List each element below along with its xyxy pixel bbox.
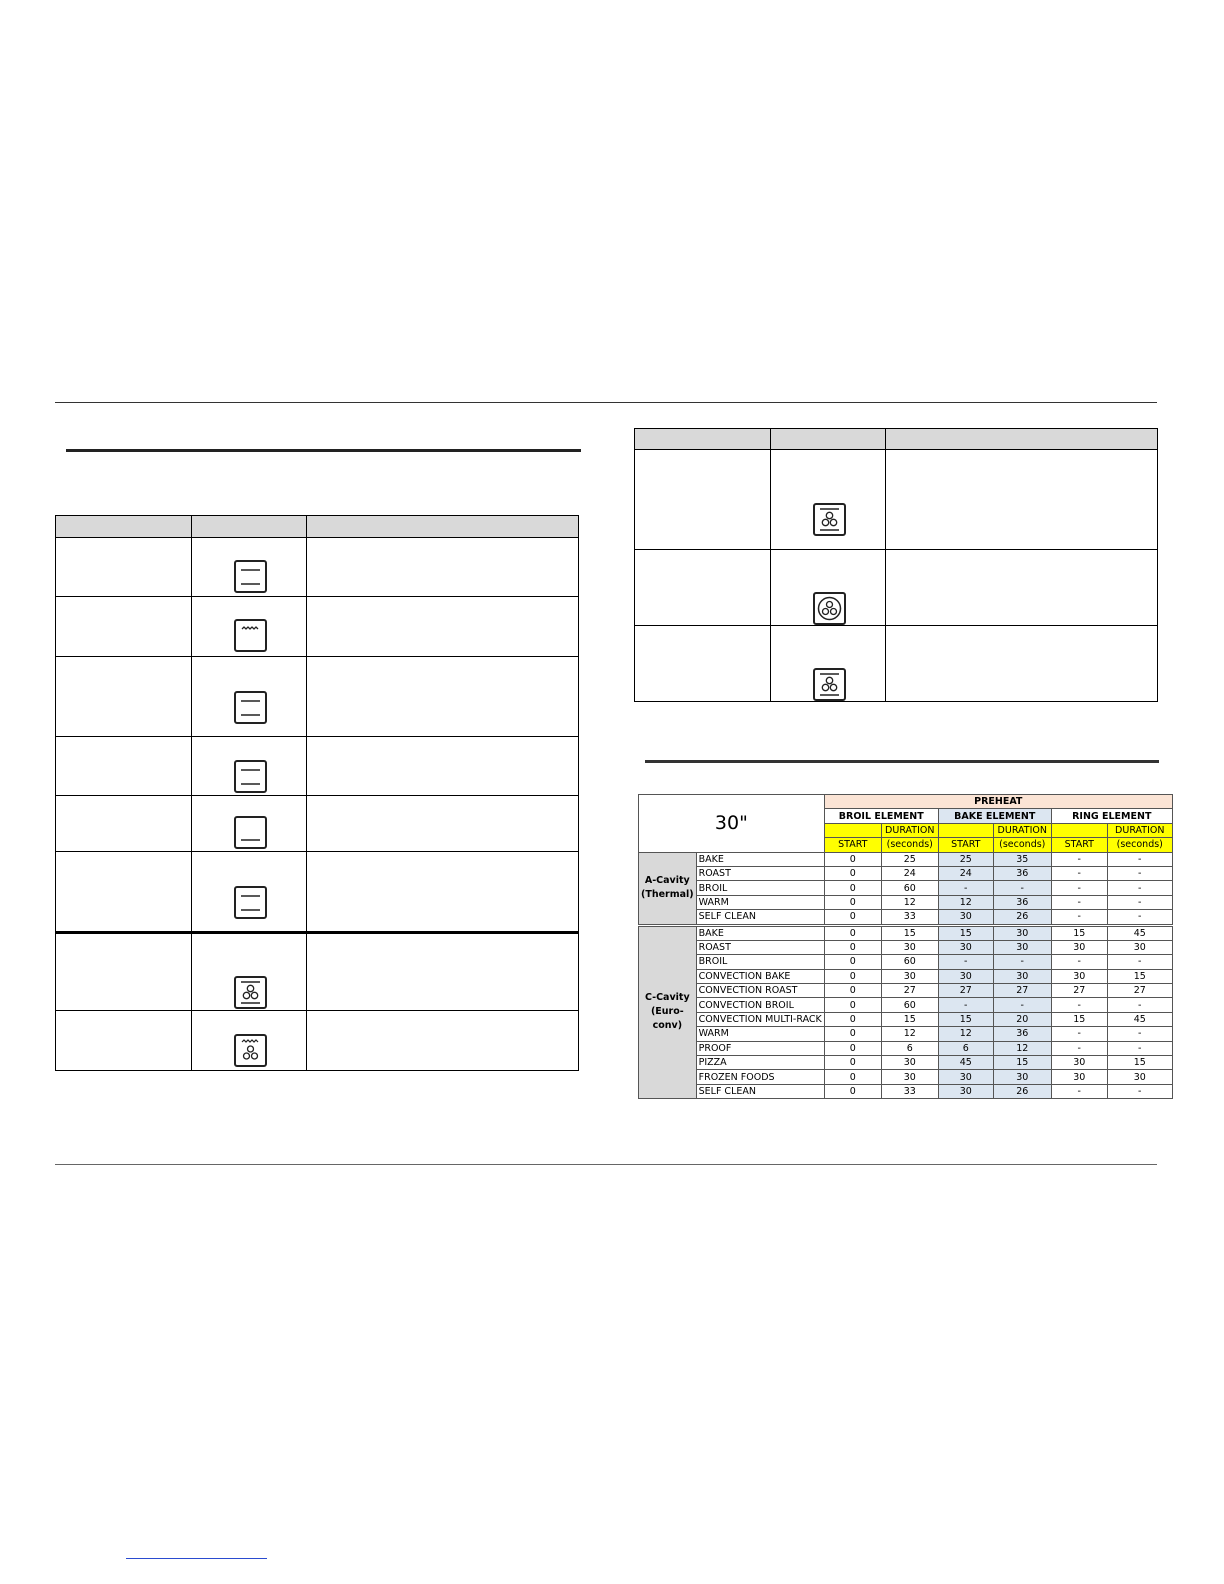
preheat-value: -: [1051, 895, 1107, 909]
preheat-value: 0: [824, 910, 881, 925]
preheat-value: 36: [993, 895, 1051, 909]
group-broil-element: BROIL ELEMENT: [824, 809, 938, 823]
preheat-value: 30: [938, 910, 993, 925]
preheat-value: 0: [824, 1012, 881, 1026]
preheat-value: 0: [824, 1041, 881, 1055]
preheat-value: -: [938, 881, 993, 895]
preheat-value: 36: [993, 1027, 1051, 1041]
preheat-value: 27: [881, 984, 938, 998]
preheat-value: 27: [1051, 984, 1107, 998]
table-row: [639, 895, 1173, 909]
oven-size-label: 30": [639, 795, 825, 853]
table-row: [639, 1041, 1173, 1055]
preheat-value: -: [1107, 1027, 1172, 1041]
preheat-value: -: [1107, 881, 1172, 895]
preheat-value: 27: [993, 984, 1051, 998]
header-rule: [55, 402, 1157, 403]
bake-icon: [234, 760, 267, 793]
convection-fan-icon: [234, 976, 267, 1009]
preheat-value: 0: [824, 866, 881, 880]
cooking-modes-table-right: [634, 428, 1158, 702]
mode-name: ROAST: [696, 940, 824, 954]
preheat-value: 25: [938, 852, 993, 866]
bake-icon: [234, 560, 267, 593]
preheat-value: 60: [881, 881, 938, 895]
preheat-value: -: [1107, 866, 1172, 880]
preheat-value: 30: [881, 1056, 938, 1070]
bottom-heat-icon: [234, 816, 267, 849]
cavity-label-line: conv): [652, 1020, 683, 1032]
cavity-label: [639, 852, 697, 925]
duration-header: DURATION: [1107, 823, 1172, 837]
preheat-value: 12: [881, 895, 938, 909]
table-header: [56, 516, 578, 538]
cavity-label-line: C-Cavity: [644, 992, 690, 1004]
preheat-value: 0: [824, 1056, 881, 1070]
preheat-value: 15: [938, 925, 993, 940]
table-row: [639, 852, 1173, 866]
preheat-value: 15: [1107, 1056, 1172, 1070]
cavity-label: [639, 925, 697, 1099]
preheat-value: 15: [1051, 925, 1107, 940]
duration-header: DURATION: [881, 823, 938, 837]
preheat-value: 0: [824, 1084, 881, 1098]
preheat-value: 15: [1107, 969, 1172, 983]
duration-unit: (seconds): [881, 838, 938, 852]
preheat-value: -: [938, 955, 993, 969]
preheat-value: 30: [938, 969, 993, 983]
preheat-value: 15: [881, 925, 938, 940]
table-row: [639, 881, 1173, 895]
mode-name: PROOF: [696, 1041, 824, 1055]
start-header: START: [824, 838, 881, 852]
footer-rule: [55, 1164, 1157, 1165]
preheat-value: 30: [993, 925, 1051, 940]
mode-name: BROIL: [696, 955, 824, 969]
preheat-value: 36: [993, 866, 1051, 880]
mode-name: FROZEN FOODS: [696, 1070, 824, 1084]
preheat-value: 26: [993, 1084, 1051, 1098]
preheat-value: 6: [881, 1041, 938, 1055]
preheat-value: 15: [938, 1012, 993, 1026]
preheat-value: 26: [993, 910, 1051, 925]
bake-icon: [234, 886, 267, 919]
preheat-value: -: [1107, 910, 1172, 925]
cooking-modes-table-left: [55, 515, 579, 1071]
convection-broil-icon: [234, 1034, 267, 1067]
table-row: [639, 1056, 1173, 1070]
table-row: [639, 866, 1173, 880]
mode-name: CONVECTION MULTI-RACK: [696, 1012, 824, 1026]
preheat-value: -: [1051, 910, 1107, 925]
preheat-value: 33: [881, 1084, 938, 1098]
mode-name: WARM: [696, 1027, 824, 1041]
preheat-value: 30: [1107, 1070, 1172, 1084]
preheat-value: -: [1107, 1041, 1172, 1055]
convection-fan-icon: [813, 668, 846, 701]
preheat-value: 0: [824, 1027, 881, 1041]
table-row: [639, 1012, 1173, 1026]
preheat-value: 30: [1051, 940, 1107, 954]
duration-unit: (seconds): [1107, 838, 1172, 852]
preheat-value: -: [1051, 852, 1107, 866]
preheat-value: 30: [881, 940, 938, 954]
preheat-value: -: [1051, 881, 1107, 895]
section-rule-left: [66, 449, 581, 452]
cavity-label-line: A-Cavity: [644, 875, 690, 887]
preheat-value: 45: [1107, 925, 1172, 940]
preheat-value: 0: [824, 984, 881, 998]
preheat-value: -: [1107, 955, 1172, 969]
table-row: [639, 984, 1173, 998]
preheat-value: 30: [1051, 1070, 1107, 1084]
preheat-value: -: [993, 955, 1051, 969]
broil-icon: [234, 619, 267, 652]
table-row: [639, 998, 1173, 1012]
duration-header: DURATION: [993, 823, 1051, 837]
preheat-value: 30: [993, 1070, 1051, 1084]
preheat-table: [638, 794, 1173, 1099]
table-row: [639, 1084, 1173, 1098]
mode-name: SELF CLEAN: [696, 910, 824, 925]
preheat-value: -: [938, 998, 993, 1012]
start-header: START: [1051, 838, 1107, 852]
preheat-value: 0: [824, 1070, 881, 1084]
preheat-value: 12: [881, 1027, 938, 1041]
preheat-value: -: [993, 881, 1051, 895]
footer-link-underline[interactable]: [126, 1558, 267, 1559]
preheat-value: 60: [881, 998, 938, 1012]
preheat-value: 30: [938, 1070, 993, 1084]
convection-fan-icon: [813, 503, 846, 536]
preheat-value: 30: [1051, 969, 1107, 983]
mode-name: PIZZA: [696, 1056, 824, 1070]
mode-name: CONVECTION BROIL: [696, 998, 824, 1012]
preheat-value: -: [1107, 895, 1172, 909]
mode-name: BAKE: [696, 852, 824, 866]
preheat-value: -: [1051, 955, 1107, 969]
preheat-value: 45: [1107, 1012, 1172, 1026]
preheat-value: 30: [881, 1070, 938, 1084]
preheat-value: 12: [938, 895, 993, 909]
preheat-value: -: [1107, 852, 1172, 866]
mode-name: CONVECTION BAKE: [696, 969, 824, 983]
preheat-value: 20: [993, 1012, 1051, 1026]
table-header: [635, 429, 1157, 450]
preheat-value: -: [1107, 998, 1172, 1012]
preheat-value: 30: [1107, 940, 1172, 954]
preheat-value: 30: [938, 1084, 993, 1098]
table-row: [639, 925, 1173, 940]
preheat-value: 30: [993, 969, 1051, 983]
preheat-value: 30: [1051, 1056, 1107, 1070]
table-row: [639, 1070, 1173, 1084]
preheat-value: 30: [881, 969, 938, 983]
preheat-value: 6: [938, 1041, 993, 1055]
cavity-label-line: (Thermal): [641, 889, 694, 901]
preheat-value: 60: [881, 955, 938, 969]
preheat-value: 33: [881, 910, 938, 925]
table-row: [639, 910, 1173, 925]
mode-name: BROIL: [696, 881, 824, 895]
start-header: START: [938, 838, 993, 852]
preheat-value: 0: [824, 881, 881, 895]
ring-fan-icon: [813, 592, 846, 625]
section-rule-right: [645, 760, 1159, 763]
group-ring-element: RING ELEMENT: [1051, 809, 1172, 823]
preheat-value: -: [1051, 1027, 1107, 1041]
preheat-value: 30: [993, 940, 1051, 954]
preheat-value: 15: [881, 1012, 938, 1026]
preheat-value: 27: [1107, 984, 1172, 998]
preheat-value: 0: [824, 998, 881, 1012]
preheat-value: 12: [993, 1041, 1051, 1055]
preheat-value: -: [1051, 1084, 1107, 1098]
preheat-value: 15: [1051, 1012, 1107, 1026]
mode-name: CONVECTION ROAST: [696, 984, 824, 998]
preheat-value: 0: [824, 940, 881, 954]
preheat-value: -: [1107, 1084, 1172, 1098]
preheat-value: 24: [938, 866, 993, 880]
preheat-value: -: [993, 998, 1051, 1012]
preheat-value: 45: [938, 1056, 993, 1070]
preheat-value: 25: [881, 852, 938, 866]
mode-name: WARM: [696, 895, 824, 909]
preheat-value: 0: [824, 955, 881, 969]
duration-unit: (seconds): [993, 838, 1051, 852]
group-bake-element: BAKE ELEMENT: [938, 809, 1051, 823]
bake-icon: [234, 691, 267, 724]
table-row: [639, 1027, 1173, 1041]
cavity-label-line: (Euro-: [650, 1006, 684, 1018]
mode-name: SELF CLEAN: [696, 1084, 824, 1098]
preheat-value: -: [1051, 1041, 1107, 1055]
table-row: [639, 940, 1173, 954]
preheat-value: 0: [824, 969, 881, 983]
preheat-value: 12: [938, 1027, 993, 1041]
mode-name: BAKE: [696, 925, 824, 940]
preheat-value: 0: [824, 925, 881, 940]
preheat-header: PREHEAT: [824, 795, 1172, 809]
table-row: [639, 969, 1173, 983]
preheat-value: 35: [993, 852, 1051, 866]
preheat-value: 24: [881, 866, 938, 880]
preheat-value: 27: [938, 984, 993, 998]
preheat-value: 30: [938, 940, 993, 954]
preheat-value: -: [1051, 998, 1107, 1012]
table-row: [639, 955, 1173, 969]
preheat-value: 0: [824, 852, 881, 866]
preheat-value: 0: [824, 895, 881, 909]
preheat-value: -: [1051, 866, 1107, 880]
mode-name: ROAST: [696, 866, 824, 880]
preheat-value: 15: [993, 1056, 1051, 1070]
